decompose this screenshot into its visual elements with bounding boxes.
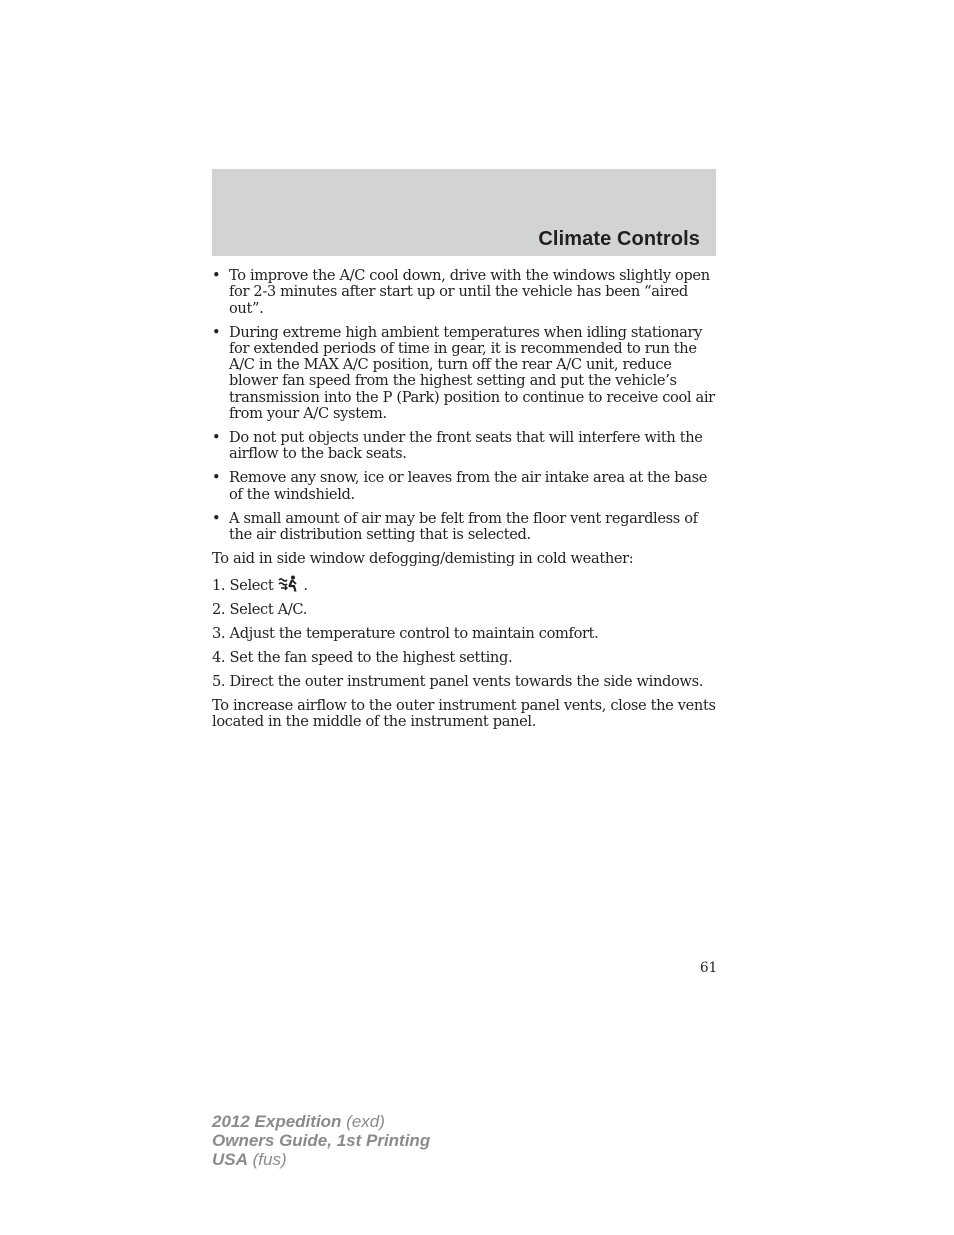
tips-list	[212, 268, 716, 543]
list-item-text: To improve the A/C cool down, drive with the windows slightly open for 2-3 minutes after start up or until the vehicle has been “aired out”.	[229, 267, 710, 317]
footer-line-model	[212, 1112, 430, 1131]
defog-steps-list	[212, 575, 716, 690]
section-header-band	[212, 169, 716, 256]
footer-line-guide	[212, 1131, 430, 1150]
page-number: 61	[700, 960, 718, 976]
floor-defrost-mode-icon	[277, 575, 299, 593]
step-3: 3. Adjust the temperature control to maintain comfort.	[212, 624, 599, 642]
footer-line-region	[212, 1150, 430, 1169]
page-content	[212, 268, 716, 738]
footer-model-code: (exd)	[341, 1112, 385, 1131]
step-1-text: 1. Select	[212, 576, 274, 594]
footer-region-name: USA	[212, 1150, 248, 1169]
section-title: Climate Controls	[538, 228, 700, 250]
bullet-icon: •	[212, 429, 221, 447]
step-4: 4. Set the fan speed to the highest setting.	[212, 648, 513, 666]
footer-model-name: 2012 Expedition	[212, 1112, 342, 1131]
list-item	[212, 268, 716, 317]
bullet-icon: •	[212, 323, 221, 341]
footer-region-code: (fus)	[247, 1150, 287, 1169]
step-5: 5. Direct the outer instrument panel vents towards the side windows.	[212, 672, 704, 690]
list-item-text: Remove any snow, ice or leaves from the air intake area at the base of the windshield.	[229, 469, 708, 503]
step-2: 2. Select A/C.	[212, 600, 308, 618]
bullet-icon: •	[212, 469, 221, 487]
footer-document-info	[212, 1112, 430, 1169]
step-1-suffix: .	[303, 576, 308, 594]
list-item	[212, 325, 716, 423]
airflow-note-paragraph: To increase airflow to the outer instrument panel vents, close the vents located in the middle of the instrument panel.	[212, 696, 716, 731]
bullet-icon: •	[212, 509, 221, 527]
footer-guide-name: Owners Guide, 1st Printing	[212, 1131, 431, 1150]
list-item	[212, 470, 716, 503]
bullet-icon: •	[212, 267, 221, 284]
list-item-text: During extreme high ambient temperatures when idling stationary for extended periods of time in gear, it is recommended to run the A/C in the MAX A/C position, turn off the rear A/C unit, reduce blower fan speed from the highest setting and put the vehicle’s transmission into the P (Park) position to continue to receive cool air from your A/C system.	[229, 323, 715, 423]
step-1	[212, 575, 716, 594]
list-item-text: Do not put objects under the front seats that will interfere with the airflow to the back seats.	[229, 429, 703, 463]
list-item-text: A small amount of air may be felt from the floor vent regardless of the air distribution setting that is selected.	[229, 509, 698, 543]
list-item	[212, 430, 716, 463]
list-item	[212, 511, 716, 544]
defog-intro-paragraph: To aid in side window defogging/demisting in cold weather:	[212, 549, 634, 567]
